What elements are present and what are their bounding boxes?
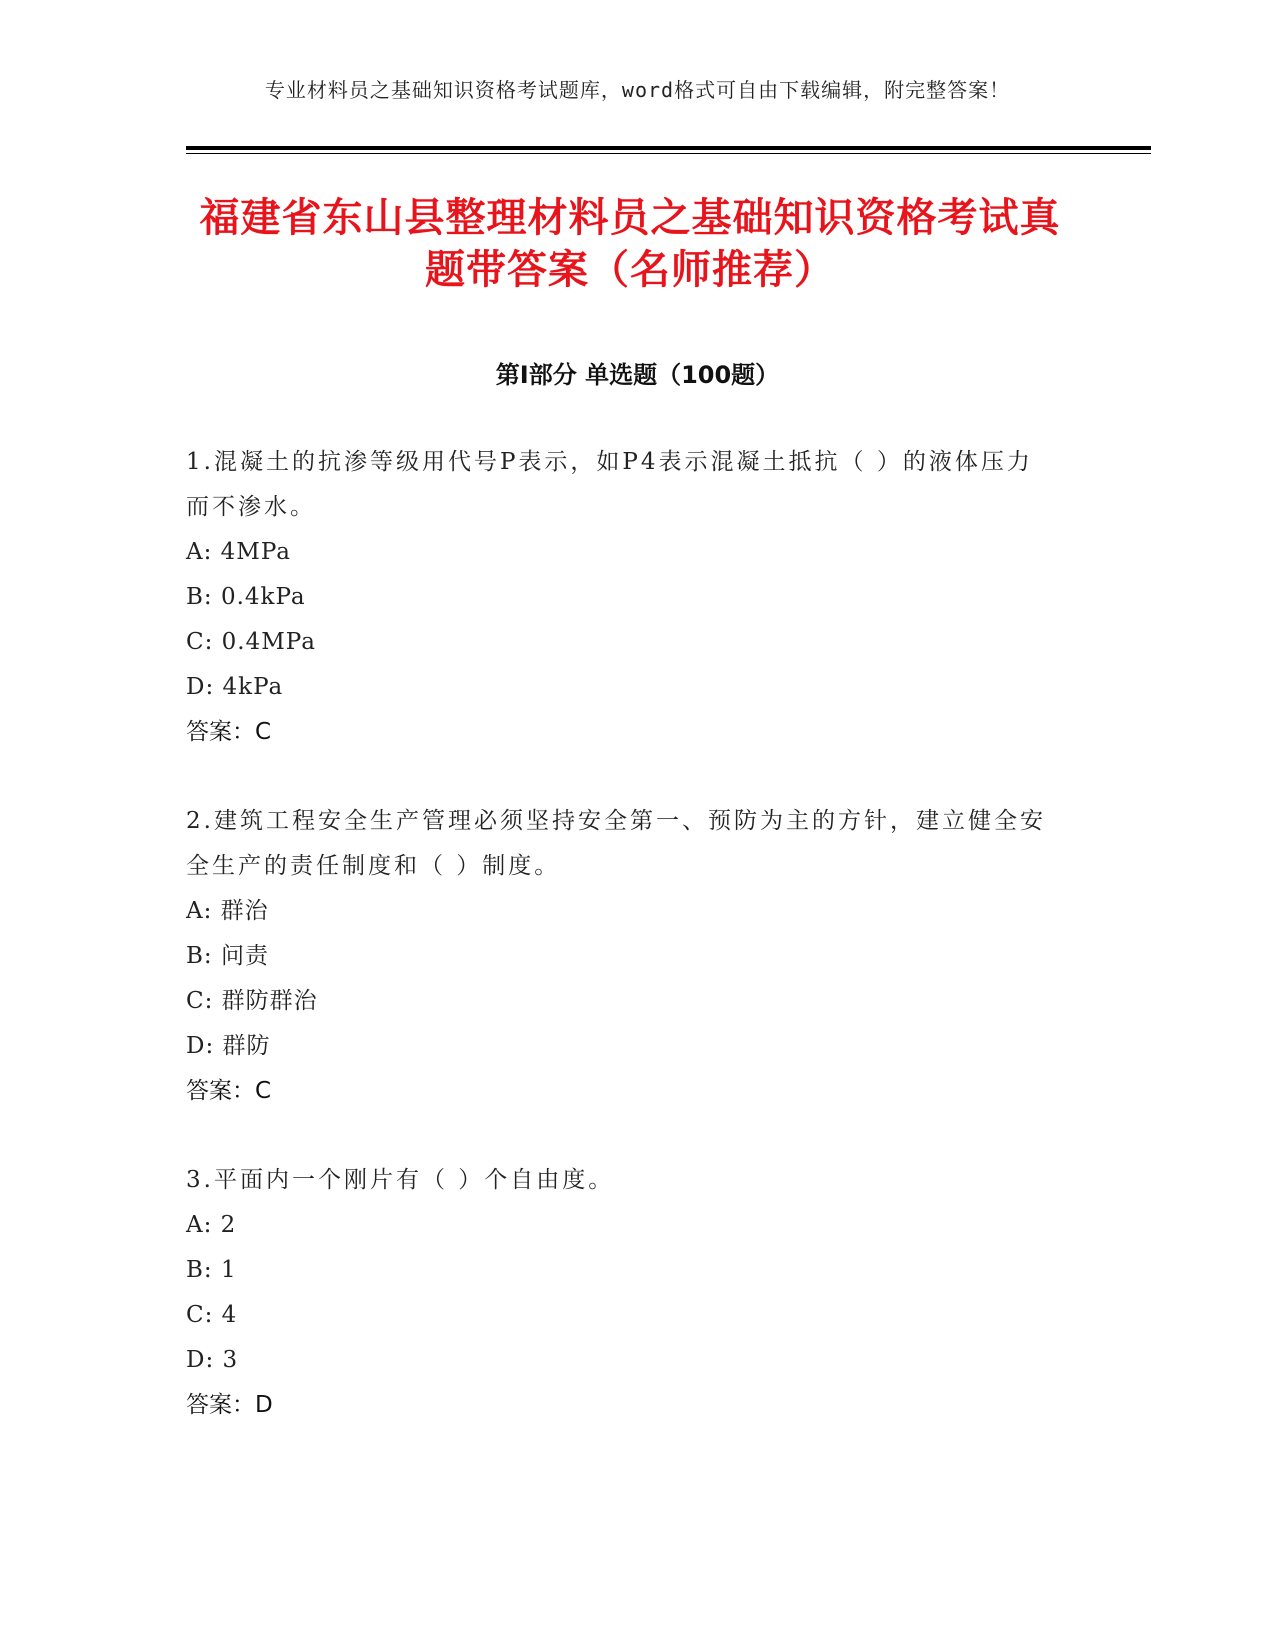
question-stem: 3.平面内一个刚片有（ ）个自由度。 [186,1167,615,1193]
header-note: 专业材料员之基础知识资格考试题库，word格式可自由下载编辑，附完整答案！ [264,78,1011,102]
answer-line: 答案：D [186,1392,273,1418]
question-1 [186,440,1056,755]
option-b: B: 1 [186,1257,237,1283]
question-3 [186,1158,1056,1428]
option-d: D: 4kPa [186,674,284,700]
option-d: D: 群防 [186,1033,271,1059]
option-a: A: 2 [186,1212,237,1238]
option-c: C: 0.4MPa [186,629,316,655]
header-divider-thin [186,153,1151,154]
section-heading: 第Ⅰ部分 单选题（100题） [495,361,780,389]
answer-line: 答案：C [186,719,272,745]
question-list [186,440,1056,1472]
option-b: B: 0.4kPa [186,584,306,610]
question-stem: 1.混凝土的抗渗等级用代号P表示，如P4表示混凝土抵抗（ ）的液体压力而不渗水。 [186,449,1033,520]
header-divider-thick [186,146,1151,150]
question-stem: 2.建筑工程安全生产管理必须坚持安全第一、预防为主的方针，建立健全安全生产的责任制度和（ ）制度。 [186,808,1046,879]
answer-line: 答案：C [186,1078,272,1104]
document-title: 福建省东山县整理材料员之基础知识资格考试真题带答案（名师推荐） [199,195,1061,293]
option-c: C: 群防群治 [186,988,318,1014]
question-2 [186,799,1056,1114]
option-a: A: 4MPa [186,539,292,565]
option-a: A: 群治 [186,898,269,924]
option-b: B: 问责 [186,943,269,969]
option-c: C: 4 [186,1302,238,1328]
option-d: D: 3 [186,1347,239,1373]
